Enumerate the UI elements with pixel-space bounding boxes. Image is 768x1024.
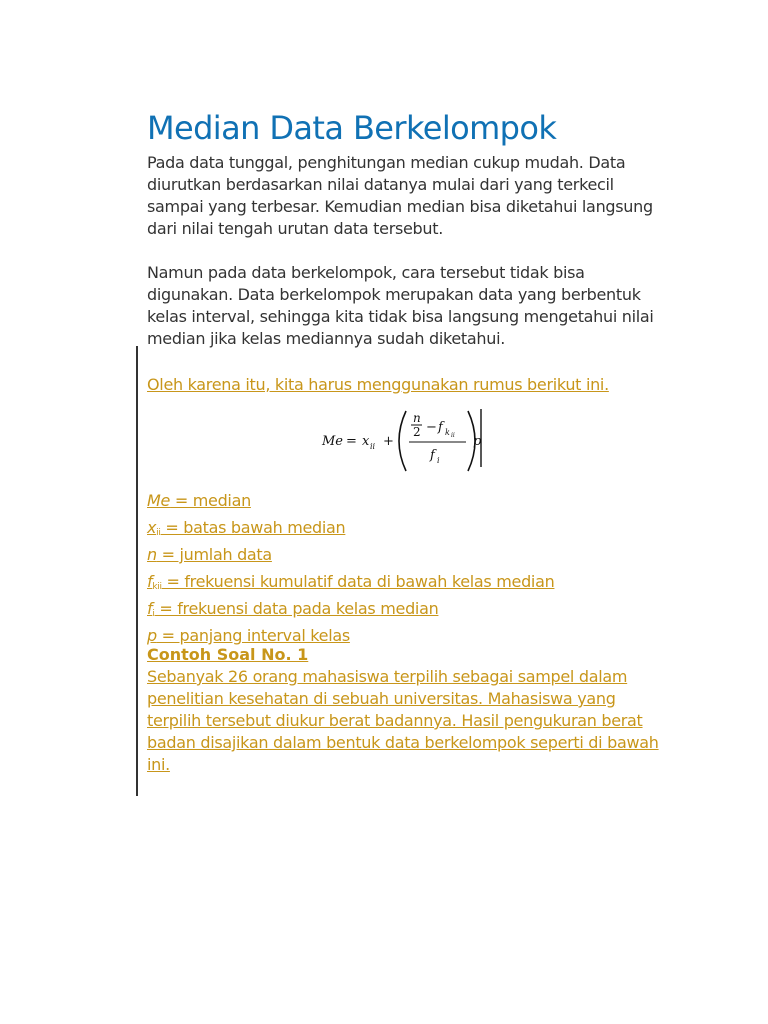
- formula-f: f: [438, 420, 443, 435]
- definition-text: = frekuensi kumulatif data di bawah kelas median: [161, 572, 555, 591]
- formula-x-sub: ii: [370, 442, 376, 451]
- formula-f-sub: k: [445, 428, 450, 437]
- example-line-5: ini.: [147, 755, 170, 774]
- example-line-1: Sebanyak 26 orang mahasiswa terpilih sebagai sampel dalam: [147, 667, 628, 686]
- example-section: [147, 644, 667, 776]
- formula-den-f: f: [430, 448, 435, 463]
- paragraph-2-line-4: median jika kelas mediannya sudah diketahui.: [147, 329, 506, 348]
- paragraph-1-line-4: dari nilai tengah urutan data tersebut.: [147, 219, 444, 238]
- formula-p: p: [473, 434, 482, 449]
- formula-lhs: Me: [322, 434, 344, 449]
- definition-text: = jumlah data: [156, 545, 272, 564]
- definition-x[interactable]: [147, 517, 667, 544]
- page-title: Median Data Berkelompok: [147, 109, 557, 147]
- formula-eq: =: [346, 434, 357, 449]
- paragraph-2-line-2: digunakan. Data berkelompok merupakan data yang berbentuk: [147, 285, 641, 304]
- formula-f-subsub: ii: [451, 432, 455, 439]
- formula-plus: +: [383, 434, 394, 449]
- paragraph-1-line-1: Pada data tunggal, penghitungan median cukup mudah. Data: [147, 153, 626, 172]
- formula-intro-link[interactable]: Oleh karena itu, kita harus menggunakan rumus berikut ini.: [147, 375, 609, 394]
- example-line-4: badan disajikan dalam bentuk data berkelompok seperti di bawah: [147, 733, 659, 752]
- definition-symbol: Me: [147, 491, 171, 510]
- document-page: [147, 104, 667, 412]
- definition-symbol: n: [147, 545, 157, 564]
- formula-n: n: [413, 411, 421, 425]
- median-formula: [320, 405, 500, 477]
- definition-symbol: p: [147, 626, 157, 645]
- paragraph-2: [147, 262, 667, 350]
- definition-subscript: ii: [156, 528, 161, 538]
- definition-fi[interactable]: [147, 598, 667, 625]
- definition-text: = median: [170, 491, 251, 510]
- example-line-2: penelitian kesehatan di sebuah universitas. Mahasiswa yang: [147, 689, 616, 708]
- example-body[interactable]: [147, 666, 667, 776]
- definition-subscript: kii: [152, 582, 162, 592]
- example-line-3: terpilih tersebut diukur berat badannya. Hasil pengukuran berat: [147, 711, 643, 730]
- formula-x: x: [362, 434, 370, 449]
- definition-symbol: f: [147, 599, 153, 618]
- paragraph-2-line-1: Namun pada data berkelompok, cara tersebut tidak bisa: [147, 263, 585, 282]
- change-bar: [136, 346, 138, 796]
- paragraph-2-line-3: kelas interval, sehingga kita tidak bisa langsung mengetahui nilai: [147, 307, 654, 326]
- formula-left-paren: [399, 411, 406, 471]
- definition-text: = frekuensi data pada kelas median: [154, 599, 439, 618]
- paragraph-1-line-3: sampai yang terbesar. Kemudian median bisa diketahui langsung: [147, 197, 653, 216]
- formula-2: 2: [413, 425, 421, 439]
- definition-fkii[interactable]: [147, 571, 667, 598]
- paragraph-1-line-2: diurutkan berdasarkan nilai datanya mulai dari yang terkecil: [147, 175, 614, 194]
- formula-definitions: [147, 490, 667, 652]
- example-title[interactable]: Contoh Soal No. 1: [147, 645, 309, 664]
- definition-symbol: f: [147, 572, 153, 591]
- definition-me[interactable]: [147, 490, 667, 517]
- definition-symbol: x: [147, 518, 157, 537]
- definition-text: = batas bawah median: [160, 518, 346, 537]
- definition-n[interactable]: [147, 544, 667, 571]
- formula-den-sub: i: [437, 456, 440, 465]
- definition-text: = panjang interval kelas: [156, 626, 350, 645]
- paragraph-1: [147, 152, 667, 240]
- formula-minus: −: [426, 420, 437, 435]
- definition-subscript: i: [152, 609, 155, 619]
